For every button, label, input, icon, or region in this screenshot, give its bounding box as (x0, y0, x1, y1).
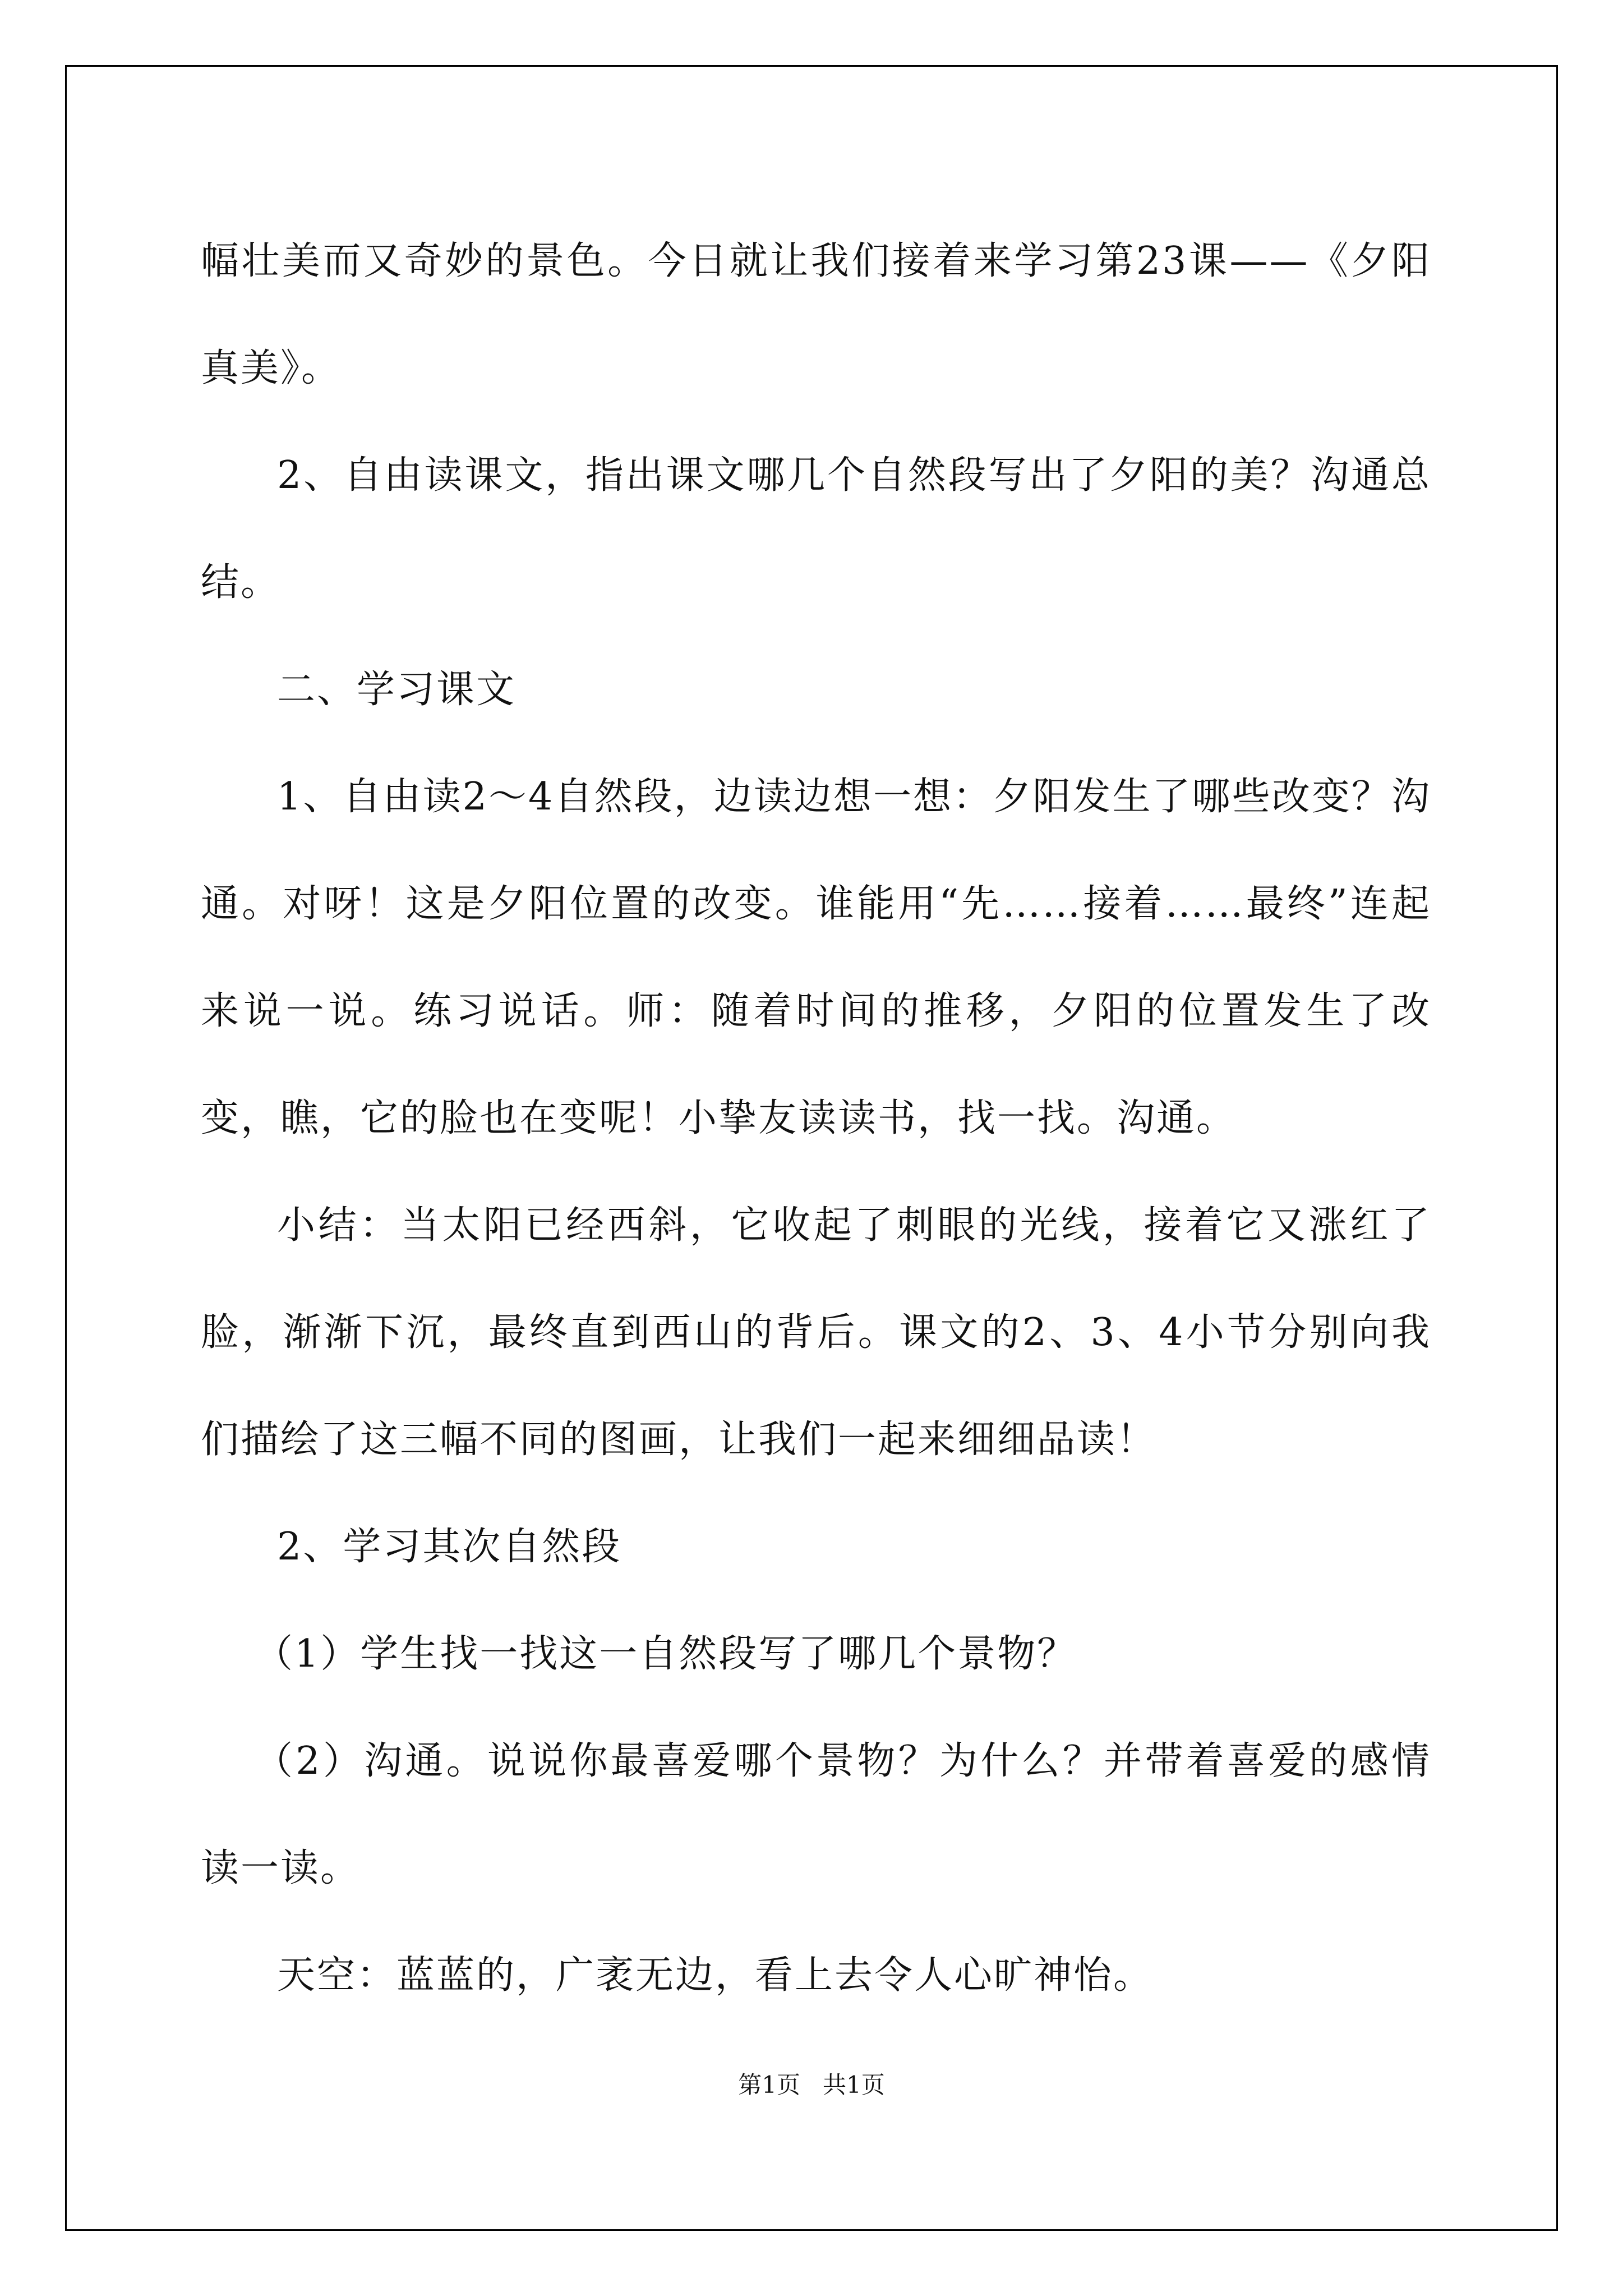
paragraph-sky: 天空：蓝蓝的，广袤无边，看上去令人心旷神怡。 (277, 1953, 1154, 1998)
paragraph-3: 1、自由读2～4自然段，边读边想一想：夕阳发生了哪些改变？沟通。对呀！这是夕阳位置的改变。谁能用“先……接着……最终”连起来说一说。练习说话。师：随着时间的推移，夕阳的位置发生了改变，瞧，它的脸也在变呢！小挚友读读书，找一找。沟通。 (201, 775, 1431, 1140)
paragraph-2: 2、自由读课文，指出课文哪几个自然段写出了夕阳的美？沟通总结。 (201, 453, 1431, 605)
document-body (201, 208, 1431, 2029)
subsection-heading: 2、学习其次自然段 (277, 1525, 622, 1569)
paragraph-summary: 小结：当太阳已经西斜，它收起了刺眼的光线，接着它又涨红了脸，渐渐下沉，最终直到西山的背后。课文的2、3、4小节分别向我们描绘了这三幅不同的图画，让我们一起来细细品读！ (201, 1203, 1431, 1462)
paragraph-1: 幅壮美而又奇妙的景色。今日就让我们接着来学习第23课——《夕阳真美》。 (201, 239, 1431, 390)
list-item-1: （1）学生找一找这一自然段写了哪几个景物？ (255, 1632, 1077, 1676)
section-heading: 二、学习课文 (277, 668, 517, 712)
page-footer: 第1页 共1页 (738, 2071, 885, 2099)
list-item-2: （2）沟通。说说你最喜爱哪个景物？为什么？并带着喜爱的感情读一读。 (201, 1739, 1431, 1890)
